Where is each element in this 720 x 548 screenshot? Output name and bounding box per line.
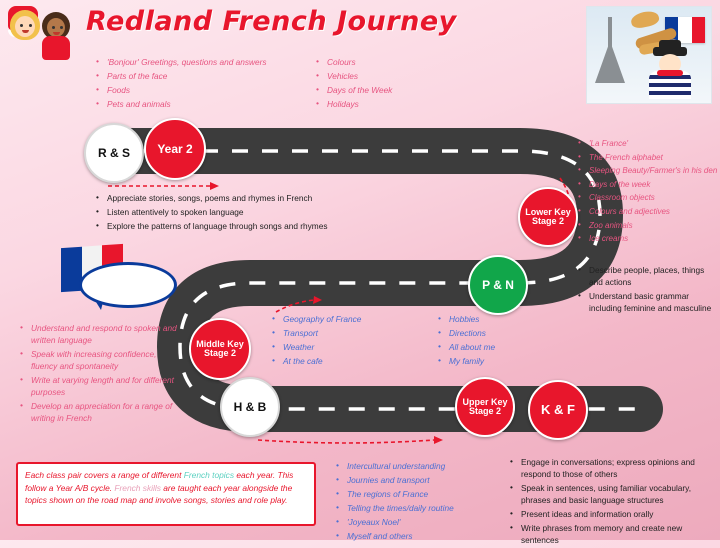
note-line1-highlight: French topics	[183, 470, 235, 480]
list-item: • Myself and others	[336, 530, 516, 542]
page-title: Redland French Journey	[86, 6, 457, 37]
list-item: • Intercultural understanding	[336, 460, 516, 472]
list-item: • Understand basic grammar including feminine and masculine	[578, 290, 716, 314]
list-item: • All about me	[438, 341, 578, 353]
list-item: • Speak with increasing confidence, fluency and spontaneity	[20, 348, 180, 372]
note-line3-highlight: French skills	[114, 482, 161, 493]
topics-lower-ks2	[578, 138, 718, 247]
skills-year-2	[96, 192, 426, 234]
list-item: • Days of the Week	[316, 84, 476, 96]
note-box	[16, 462, 316, 526]
list-item: • Hobbies	[438, 313, 578, 325]
list-item: • Write phrases from memory and create new sentences	[510, 522, 715, 546]
list-item: • Holidays	[316, 98, 476, 110]
list-item: • At the cafe	[272, 355, 422, 367]
list-item: • Write at varying length and for different purposes	[20, 374, 180, 398]
list-item: • The French alphabet	[578, 152, 718, 164]
list-item: • Speak in sentences, using familiar vocabulary, phrases and basic language structures	[510, 482, 715, 506]
list-item: • Transport	[272, 327, 422, 339]
node-kf[interactable]: K & F	[528, 380, 588, 440]
list-item: • My family	[438, 355, 578, 367]
node-upper-key-stage-2[interactable]: Upper Key Stage 2	[455, 377, 515, 437]
list-item: • 'Bonjour' Greetings, questions and answers	[96, 56, 296, 68]
list-item: • The regions of France	[336, 488, 516, 500]
node-year-2[interactable]: Year 2	[144, 118, 206, 180]
list-item: • Classroom objects	[578, 192, 718, 204]
list-item: • Parts of the face	[96, 70, 296, 82]
topics-year2-column-a	[96, 56, 296, 112]
list-item: • Colours and adjectives	[578, 206, 718, 218]
list-item: • Ice creams	[578, 233, 718, 245]
flag-speech-graphic	[55, 242, 175, 314]
list-item: • Telling the times/daily routine	[336, 502, 516, 514]
list-item: • Describe people, places, things and actions	[578, 264, 716, 288]
note-line2: year. This follow a Year A/B cycle.	[25, 470, 294, 493]
list-item: • 'Joyeaux Noel'	[336, 516, 516, 528]
note-line3-b: are taught each year alongside the topics shown	[25, 482, 293, 506]
topics-upper-ks2	[336, 460, 516, 544]
list-item: • Colours	[316, 56, 476, 68]
list-item: • Present ideas and information orally	[510, 508, 715, 520]
topics-middle-ks2-column-b	[438, 313, 578, 369]
list-item: • Develop an appreciation for a range of writing in French	[20, 400, 180, 424]
list-item: • Journies and transport	[336, 474, 516, 486]
skills-middle-ks2	[20, 322, 180, 426]
list-item: • Days of the week	[578, 179, 718, 191]
node-middle-key-stage-2[interactable]: Middle Key Stage 2	[189, 318, 251, 380]
list-item: • Foods	[96, 84, 296, 96]
note-line1-a: Each class pair covers a range of different	[25, 470, 182, 480]
speech-bubble-icon	[79, 262, 177, 308]
topics-year2-column-b	[316, 56, 476, 112]
note-line1-b: each	[236, 470, 255, 480]
note-line4: on the road map and involve songs, stories and role play.	[75, 495, 288, 506]
list-item: • Weather	[272, 341, 422, 353]
skills-upper-ks2	[510, 456, 715, 548]
list-item: • Explore the patterns of language through songs and rhymes	[96, 220, 426, 232]
list-item: • 'La France'	[578, 138, 718, 150]
topics-middle-ks2-column-a	[272, 313, 422, 369]
list-item: • Listen attentively to spoken language	[96, 206, 426, 218]
list-item: • Zoo animals	[578, 220, 718, 232]
skills-lower-ks2	[578, 264, 716, 316]
list-item: • Understand and respond to spoken and written language	[20, 322, 180, 346]
node-hb[interactable]: H & B	[220, 377, 280, 437]
node-pn[interactable]: P & N	[468, 255, 528, 315]
list-item: • Engage in conversations; express opinions and respond to those of others	[510, 456, 715, 480]
list-item: • Directions	[438, 327, 578, 339]
list-item: • Pets and animals	[96, 98, 296, 110]
list-item: • Sleeping Beauty/Farmer's in his den	[578, 165, 718, 177]
node-lower-key-stage-2[interactable]: Lower Key Stage 2	[518, 187, 578, 247]
node-rs[interactable]: R & S	[84, 123, 144, 183]
list-item: • Vehicles	[316, 70, 476, 82]
list-item: • Appreciate stories, songs, poems and rhymes in French	[96, 192, 426, 204]
list-item: • Geography of France	[272, 313, 422, 325]
